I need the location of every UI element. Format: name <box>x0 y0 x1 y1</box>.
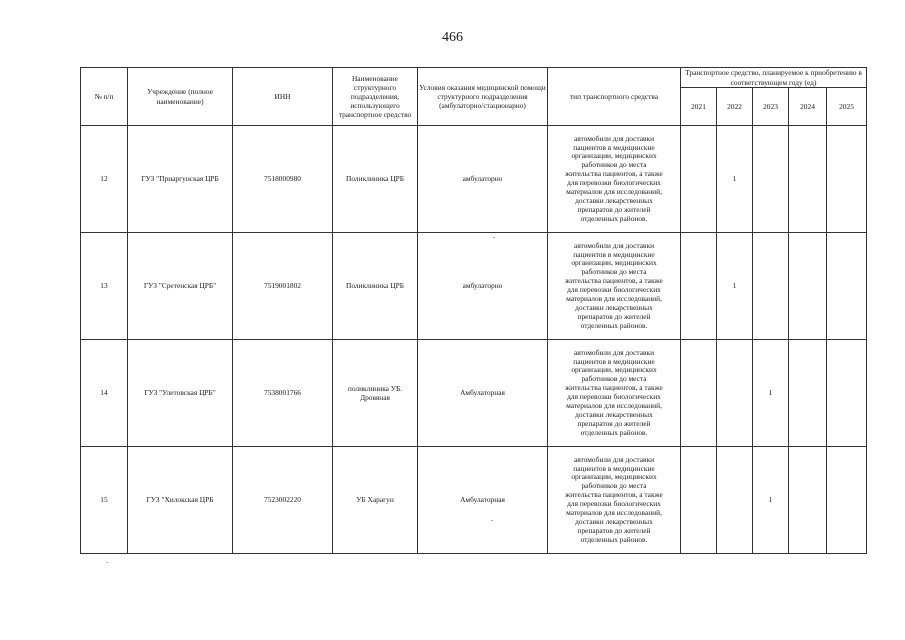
table-row <box>81 447 867 554</box>
row-year-value <box>717 340 753 447</box>
row-year-value <box>681 447 717 554</box>
row-num: 15 <box>81 447 128 554</box>
row-year-value <box>681 340 717 447</box>
table-row <box>81 126 867 233</box>
header-subdivision: Наименование структурного подразделения, использующего транспортное средство <box>333 68 418 126</box>
stray-mark: - <box>493 233 496 241</box>
header-institution: Учреждение (полное наименование) <box>128 68 233 126</box>
row-institution: ГУЗ "Сретенская ЦРБ" <box>128 233 233 340</box>
page-number: 466 <box>442 30 463 45</box>
row-year-value <box>753 126 789 233</box>
table-header-row <box>81 68 867 88</box>
transport-type-line: отделенных районов. <box>580 427 648 437</box>
transport-type-line: материалов для исследований, <box>566 507 662 517</box>
table-row <box>81 340 867 447</box>
transport-type-line: препаратов до жителей <box>577 418 651 428</box>
transport-type-line: организации, медицинских <box>571 365 657 375</box>
row-num: 13 <box>81 233 128 340</box>
header-year: 2025 <box>827 88 867 126</box>
row-year-value <box>789 340 827 447</box>
row-transport-type <box>548 340 681 447</box>
row-conditions: амбулаторно <box>418 126 548 233</box>
transport-type-line: материалов для исследований, <box>566 400 662 410</box>
row-subdivision: Поликлиника ЦРБ <box>333 126 418 233</box>
transport-type-line: доставки лекарственных <box>575 516 653 526</box>
transport-type-line: пациентов в медицинские <box>573 356 655 366</box>
transport-type-line: пациентов в медицинские <box>573 142 655 152</box>
transport-type-line: автомобили для доставки <box>573 347 655 357</box>
row-num: 12 <box>81 126 128 233</box>
table-body <box>81 126 867 554</box>
row-transport-type <box>548 126 681 233</box>
row-institution: ГУЗ "Приаргунская ЦРБ <box>128 126 233 233</box>
row-inn: 7519001802 <box>233 233 333 340</box>
transport-type-line: отделенных районов. <box>580 534 648 544</box>
transport-type-line: отделенных районов. <box>580 320 648 330</box>
row-year-value <box>789 126 827 233</box>
transport-type-line: автомобили для доставки <box>573 133 655 143</box>
row-year-value: 1 <box>717 126 753 233</box>
row-subdivision: УБ Харагун <box>333 447 418 554</box>
transport-type-line: автомобили для доставки <box>573 240 655 250</box>
row-subdivision: поликлиника УБ. Дровяная <box>333 340 418 447</box>
transport-type-line: препаратов до жителей <box>577 311 651 321</box>
transport-type-line: для перевозки биологических <box>567 499 661 508</box>
row-year-value <box>827 126 867 233</box>
transport-type-line: препаратов до жителей <box>577 204 651 214</box>
transport-type-line: работников до места <box>581 374 647 384</box>
stray-mark: - <box>106 558 109 566</box>
row-inn: 7523002220 <box>233 447 333 554</box>
row-year-value <box>753 233 789 340</box>
row-year-value <box>827 447 867 554</box>
row-year-value <box>827 233 867 340</box>
transport-type-line: препаратов до жителей <box>577 525 651 535</box>
transport-type-line: доставки лекарственных <box>575 302 653 312</box>
transport-type-line: для перевозки биологических <box>567 392 661 401</box>
transport-table <box>80 67 867 554</box>
header-conditions: Условия оказания медицинской помощи структурного подразделения (амбулаторно/стационарно) <box>418 68 548 126</box>
row-year-value <box>827 340 867 447</box>
header-year: 2024 <box>789 88 827 126</box>
transport-type-line: жительства пациентов, а также <box>565 276 663 286</box>
row-inn: 7518000980 <box>233 126 333 233</box>
header-transport-type: тип транспортного средства <box>548 68 681 126</box>
transport-type-line: организации, медицинских <box>571 151 657 161</box>
transport-type-line: жительства пациентов, а также <box>565 383 663 393</box>
row-transport-type <box>548 447 681 554</box>
transport-type-line: доставки лекарственных <box>575 409 653 419</box>
row-year-value: 1 <box>717 233 753 340</box>
header-num: № п/п <box>81 68 128 126</box>
row-conditions: Амбулаторная <box>418 340 548 447</box>
row-year-value <box>717 447 753 554</box>
transport-type-line: для перевозки биологических <box>567 178 661 187</box>
header-planned-group: Транспортное средство, планируемое к приобретению в соответствующем году (ед) <box>681 68 867 88</box>
header-year: 2021 <box>681 88 717 126</box>
transport-type-line: организации, медицинских <box>571 258 657 268</box>
header-year: 2022 <box>717 88 753 126</box>
transport-type-line: автомобили для доставки <box>573 454 655 464</box>
transport-type-line: жительства пациентов, а также <box>565 169 663 179</box>
transport-type-line: для перевозки биологических <box>567 285 661 294</box>
transport-type-line: работников до места <box>581 481 647 491</box>
header-inn: ИНН <box>233 68 333 126</box>
transport-type-line: доставки лекарственных <box>575 195 653 205</box>
row-transport-type <box>548 233 681 340</box>
row-institution: ГУЗ "Улетовская ЦРБ" <box>128 340 233 447</box>
row-year-value <box>789 447 827 554</box>
row-year-value: 1 <box>753 447 789 554</box>
row-conditions: Амбулаторная <box>418 447 548 554</box>
table-row <box>81 233 867 340</box>
header-year: 2023 <box>753 88 789 126</box>
transport-type-line: жительства пациентов, а также <box>565 490 663 500</box>
row-year-value: 1 <box>753 340 789 447</box>
transport-type-line: отделенных районов. <box>580 213 648 223</box>
transport-type-line: работников до места <box>581 267 647 277</box>
row-inn: 7538001766 <box>233 340 333 447</box>
transport-type-line: материалов для исследований, <box>566 293 662 303</box>
transport-type-line: пациентов в медицинские <box>573 249 655 259</box>
row-year-value <box>789 233 827 340</box>
transport-type-line: материалов для исследований, <box>566 186 662 196</box>
stray-mark: - <box>491 516 494 524</box>
transport-type-line: пациентов в медицинские <box>573 463 655 473</box>
row-num: 14 <box>81 340 128 447</box>
row-conditions: амбулаторно <box>418 233 548 340</box>
row-year-value <box>681 233 717 340</box>
row-subdivision: Поликлиника ЦРБ <box>333 233 418 340</box>
row-year-value <box>681 126 717 233</box>
transport-type-line: организации, медицинских <box>571 472 657 482</box>
transport-type-line: работников до места <box>581 160 647 170</box>
row-institution: ГУЗ "Хилокская ЦРБ <box>128 447 233 554</box>
